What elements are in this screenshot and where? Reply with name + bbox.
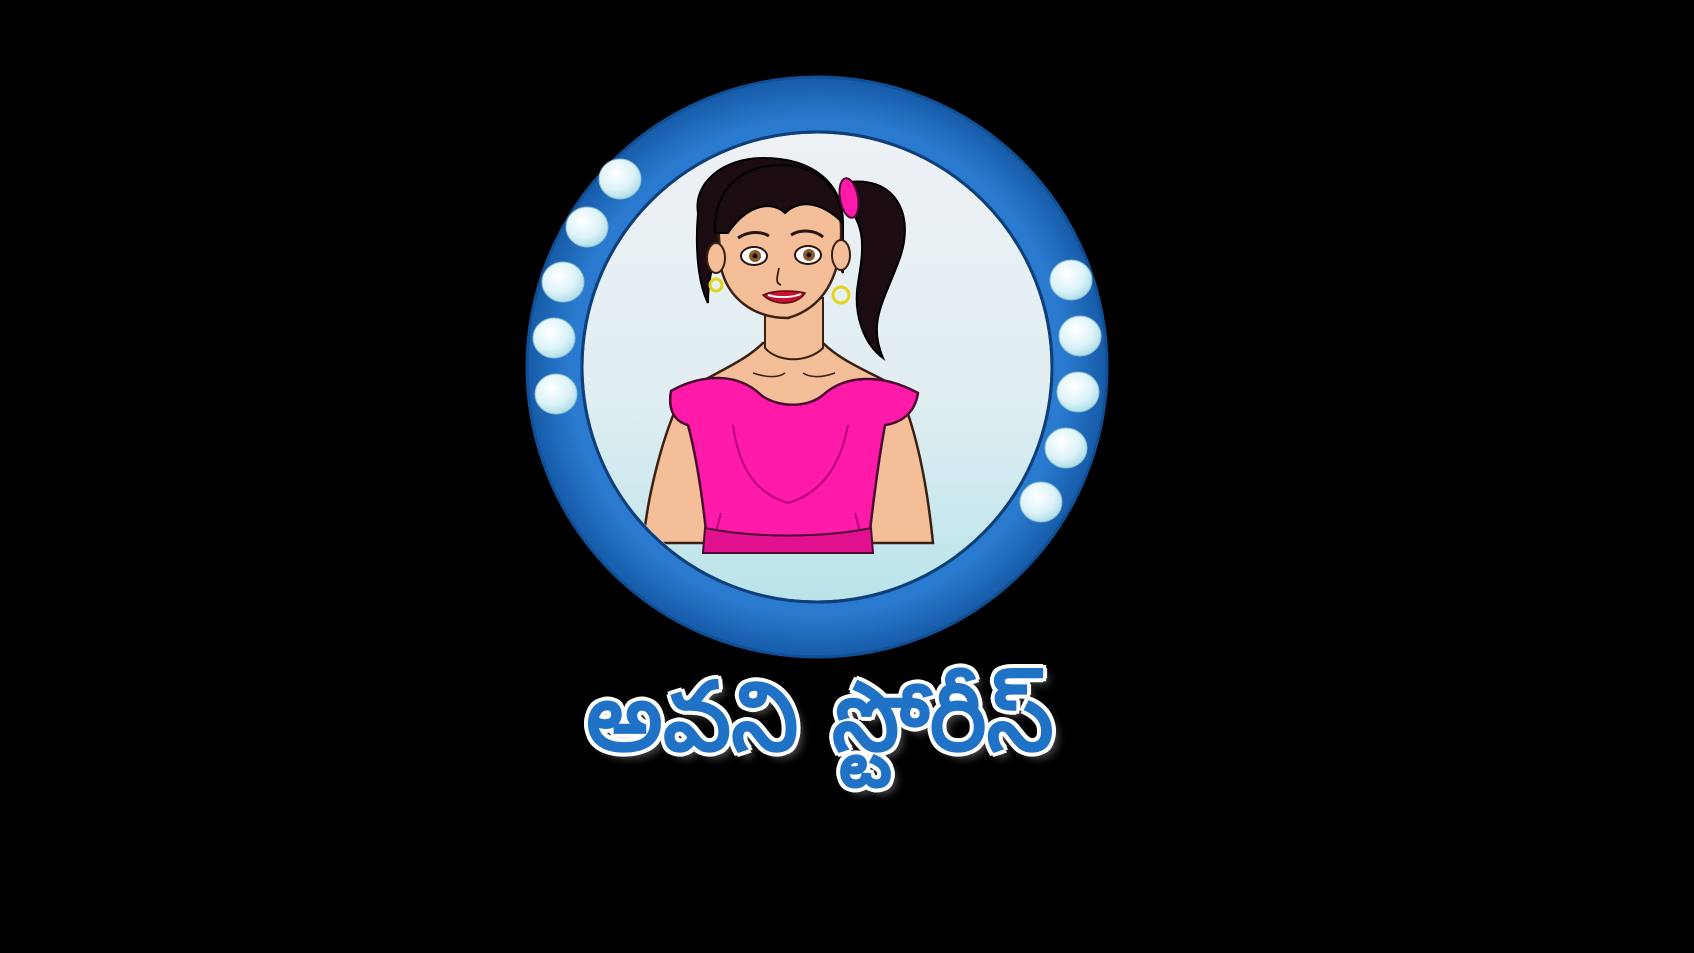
brand-wordmark: [520, 660, 1120, 820]
logo-badge: [523, 73, 1111, 661]
brand-name: అవని స్టోరీస్: [586, 661, 1054, 773]
girl-character-icon: [523, 73, 1111, 661]
